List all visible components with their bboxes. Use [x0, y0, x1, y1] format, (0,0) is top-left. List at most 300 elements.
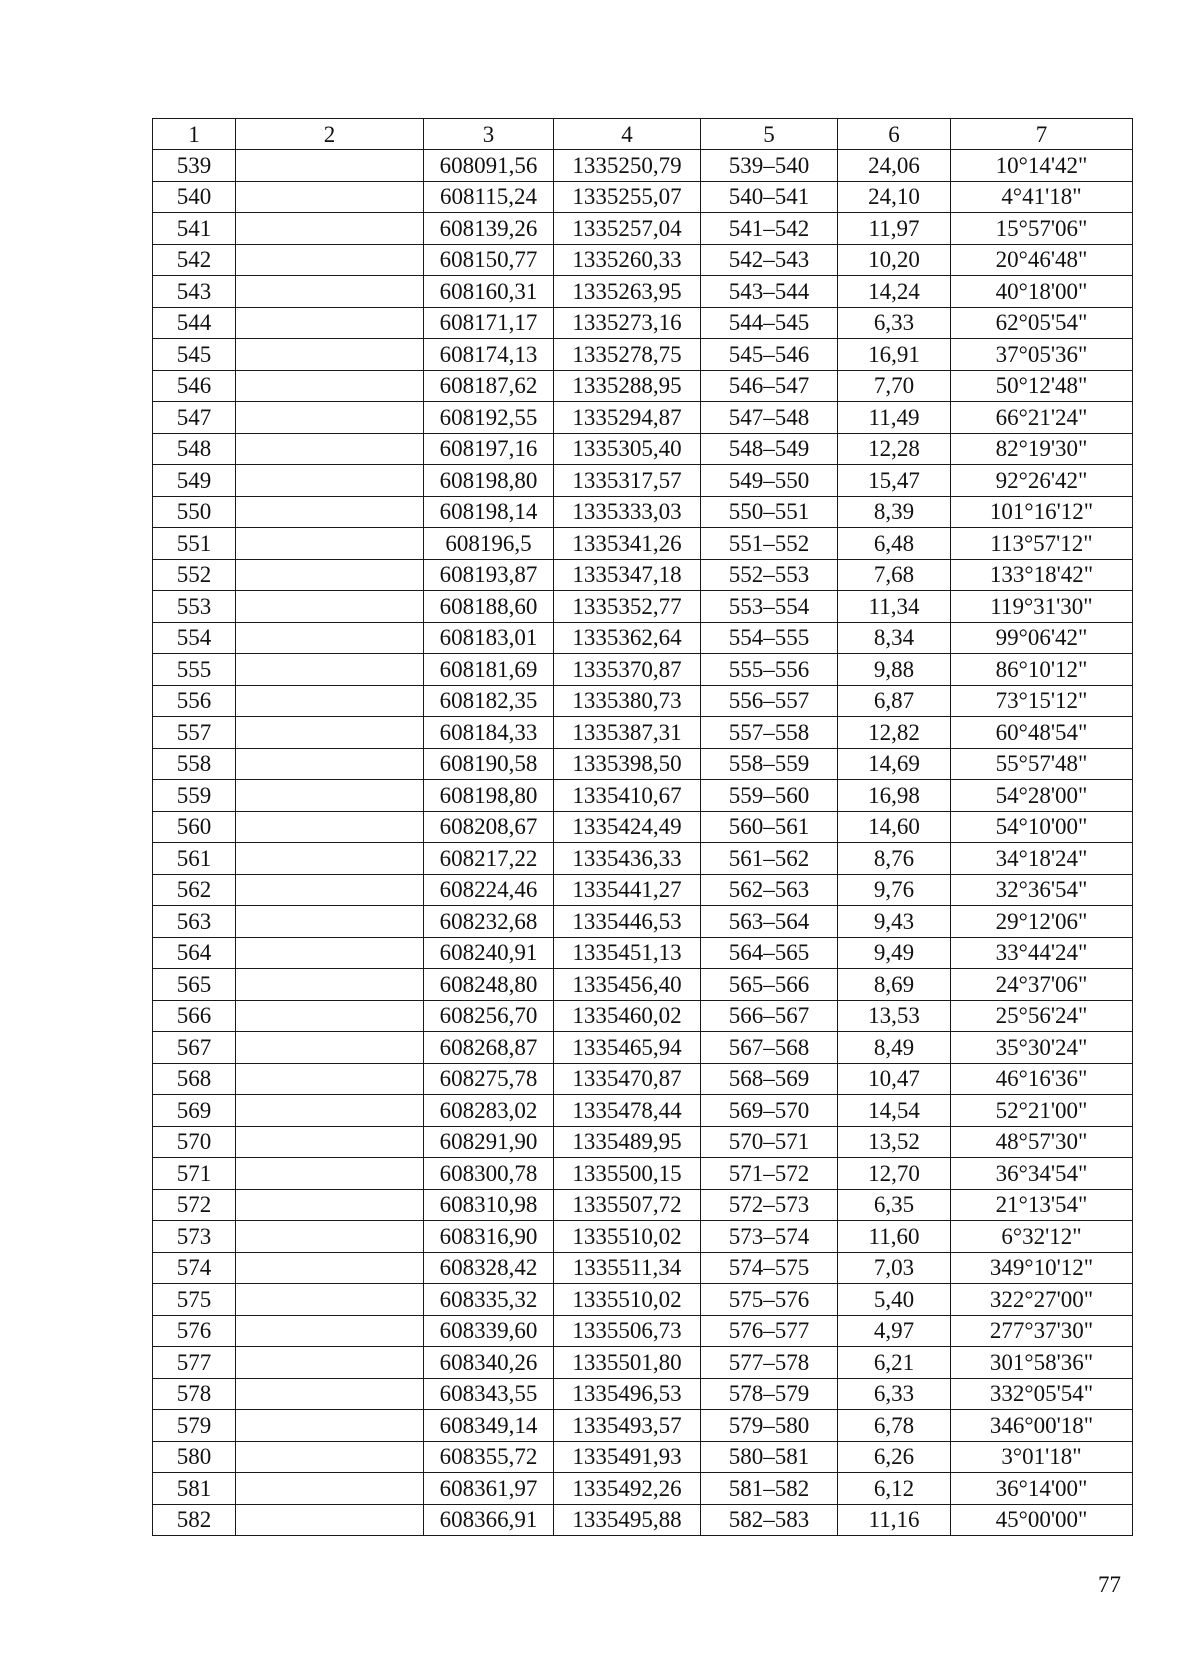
segment-cell: 571–572 — [701, 1158, 838, 1190]
segment-cell: 565–566 — [701, 969, 838, 1001]
table-row — [153, 150, 1133, 182]
segment-cell: 576–577 — [701, 1315, 838, 1347]
table-row — [153, 685, 1133, 717]
point-number-cell: 548 — [153, 433, 236, 465]
point-number-cell: 582 — [153, 1504, 236, 1536]
point-number-cell: 581 — [153, 1473, 236, 1505]
table-row — [153, 780, 1133, 812]
table-row — [153, 307, 1133, 339]
point-number-cell: 571 — [153, 1158, 236, 1190]
point-number-cell: 568 — [153, 1063, 236, 1095]
bearing-cell: 101°16'12" — [951, 496, 1133, 528]
x-coordinate-cell: 608240,91 — [424, 937, 554, 969]
empty-cell — [236, 402, 424, 434]
length-cell: 12,70 — [838, 1158, 951, 1190]
empty-cell — [236, 843, 424, 875]
segment-cell: 555–556 — [701, 654, 838, 686]
length-cell: 11,97 — [838, 213, 951, 245]
point-number-cell: 561 — [153, 843, 236, 875]
length-cell: 14,69 — [838, 748, 951, 780]
length-cell: 4,97 — [838, 1315, 951, 1347]
segment-cell: 574–575 — [701, 1252, 838, 1284]
segment-cell: 542–543 — [701, 244, 838, 276]
length-cell: 6,87 — [838, 685, 951, 717]
y-coordinate-cell: 1335465,94 — [554, 1032, 701, 1064]
segment-cell: 554–555 — [701, 622, 838, 654]
segment-cell: 575–576 — [701, 1284, 838, 1316]
table-row — [153, 496, 1133, 528]
y-coordinate-cell: 1335506,73 — [554, 1315, 701, 1347]
x-coordinate-cell: 608355,72 — [424, 1441, 554, 1473]
length-cell: 13,52 — [838, 1126, 951, 1158]
page-number: 77 — [1098, 1572, 1121, 1597]
table-row — [153, 1189, 1133, 1221]
segment-cell: 582–583 — [701, 1504, 838, 1536]
empty-cell — [236, 654, 424, 686]
bearing-cell: 21°13'54" — [951, 1189, 1133, 1221]
y-coordinate-cell: 1335492,26 — [554, 1473, 701, 1505]
bearing-cell: 66°21'24" — [951, 402, 1133, 434]
y-coordinate-cell: 1335317,57 — [554, 465, 701, 497]
segment-cell: 549–550 — [701, 465, 838, 497]
segment-cell: 551–552 — [701, 528, 838, 560]
table-row — [153, 811, 1133, 843]
bearing-cell: 52°21'00" — [951, 1095, 1133, 1127]
bearing-cell: 119°31'30" — [951, 591, 1133, 623]
y-coordinate-cell: 1335380,73 — [554, 685, 701, 717]
x-coordinate-cell: 608091,56 — [424, 150, 554, 182]
segment-cell: 563–564 — [701, 906, 838, 938]
table-row — [153, 843, 1133, 875]
table-row — [153, 276, 1133, 308]
x-coordinate-cell: 608366,91 — [424, 1504, 554, 1536]
x-coordinate-cell: 608193,87 — [424, 559, 554, 591]
segment-cell: 553–554 — [701, 591, 838, 623]
bearing-cell: 40°18'00" — [951, 276, 1133, 308]
column-header: 2 — [236, 119, 424, 150]
empty-cell — [236, 811, 424, 843]
table-row — [153, 181, 1133, 213]
table-row — [153, 339, 1133, 371]
table-header — [153, 119, 1133, 150]
point-number-cell: 578 — [153, 1378, 236, 1410]
y-coordinate-cell: 1335493,57 — [554, 1410, 701, 1442]
y-coordinate-cell: 1335273,16 — [554, 307, 701, 339]
bearing-cell: 6°32'12" — [951, 1221, 1133, 1253]
point-number-cell: 563 — [153, 906, 236, 938]
x-coordinate-cell: 608268,87 — [424, 1032, 554, 1064]
length-cell: 6,33 — [838, 1378, 951, 1410]
point-number-cell: 544 — [153, 307, 236, 339]
table-row — [153, 591, 1133, 623]
x-coordinate-cell: 608256,70 — [424, 1000, 554, 1032]
empty-cell — [236, 1284, 424, 1316]
length-cell: 13,53 — [838, 1000, 951, 1032]
point-number-cell: 562 — [153, 874, 236, 906]
y-coordinate-cell: 1335305,40 — [554, 433, 701, 465]
bearing-cell: 36°34'54" — [951, 1158, 1133, 1190]
point-number-cell: 573 — [153, 1221, 236, 1253]
length-cell: 6,21 — [838, 1347, 951, 1379]
y-coordinate-cell: 1335250,79 — [554, 150, 701, 182]
length-cell: 9,43 — [838, 906, 951, 938]
segment-cell: 539–540 — [701, 150, 838, 182]
table-row — [153, 402, 1133, 434]
empty-cell — [236, 465, 424, 497]
table-row — [153, 559, 1133, 591]
x-coordinate-cell: 608181,69 — [424, 654, 554, 686]
y-coordinate-cell: 1335260,33 — [554, 244, 701, 276]
empty-cell — [236, 685, 424, 717]
length-cell: 11,49 — [838, 402, 951, 434]
y-coordinate-cell: 1335501,80 — [554, 1347, 701, 1379]
empty-cell — [236, 1410, 424, 1442]
segment-cell: 569–570 — [701, 1095, 838, 1127]
point-number-cell: 554 — [153, 622, 236, 654]
y-coordinate-cell: 1335341,26 — [554, 528, 701, 560]
point-number-cell: 560 — [153, 811, 236, 843]
point-number-cell: 565 — [153, 969, 236, 1001]
point-number-cell: 550 — [153, 496, 236, 528]
empty-cell — [236, 874, 424, 906]
empty-cell — [236, 1347, 424, 1379]
point-number-cell: 552 — [153, 559, 236, 591]
x-coordinate-cell: 608339,60 — [424, 1315, 554, 1347]
bearing-cell: 86°10'12" — [951, 654, 1133, 686]
empty-cell — [236, 496, 424, 528]
bearing-cell: 55°57'48" — [951, 748, 1133, 780]
bearing-cell: 60°48'54" — [951, 717, 1133, 749]
empty-cell — [236, 181, 424, 213]
point-number-cell: 541 — [153, 213, 236, 245]
bearing-cell: 4°41'18" — [951, 181, 1133, 213]
segment-cell: 577–578 — [701, 1347, 838, 1379]
bearing-cell: 346°00'18" — [951, 1410, 1133, 1442]
bearing-cell: 29°12'06" — [951, 906, 1133, 938]
length-cell: 24,06 — [838, 150, 951, 182]
table-row — [153, 1063, 1133, 1095]
bearing-cell: 24°37'06" — [951, 969, 1133, 1001]
y-coordinate-cell: 1335446,53 — [554, 906, 701, 938]
empty-cell — [236, 1221, 424, 1253]
length-cell: 6,35 — [838, 1189, 951, 1221]
empty-cell — [236, 1158, 424, 1190]
y-coordinate-cell: 1335496,53 — [554, 1378, 701, 1410]
empty-cell — [236, 969, 424, 1001]
table-row — [153, 717, 1133, 749]
x-coordinate-cell: 608300,78 — [424, 1158, 554, 1190]
empty-cell — [236, 276, 424, 308]
x-coordinate-cell: 608174,13 — [424, 339, 554, 371]
x-coordinate-cell: 608184,33 — [424, 717, 554, 749]
segment-cell: 567–568 — [701, 1032, 838, 1064]
x-coordinate-cell: 608198,80 — [424, 780, 554, 812]
bearing-cell: 62°05'54" — [951, 307, 1133, 339]
length-cell: 14,54 — [838, 1095, 951, 1127]
point-number-cell: 553 — [153, 591, 236, 623]
x-coordinate-cell: 608335,32 — [424, 1284, 554, 1316]
length-cell: 6,33 — [838, 307, 951, 339]
point-number-cell: 545 — [153, 339, 236, 371]
y-coordinate-cell: 1335347,18 — [554, 559, 701, 591]
x-coordinate-cell: 608196,5 — [424, 528, 554, 560]
bearing-cell: 54°10'00" — [951, 811, 1133, 843]
segment-cell: 557–558 — [701, 717, 838, 749]
length-cell: 11,16 — [838, 1504, 951, 1536]
empty-cell — [236, 1032, 424, 1064]
bearing-cell: 50°12'48" — [951, 370, 1133, 402]
empty-cell — [236, 591, 424, 623]
segment-cell: 566–567 — [701, 1000, 838, 1032]
bearing-cell: 113°57'12" — [951, 528, 1133, 560]
y-coordinate-cell: 1335478,44 — [554, 1095, 701, 1127]
bearing-cell: 99°06'42" — [951, 622, 1133, 654]
segment-cell: 560–561 — [701, 811, 838, 843]
table-row — [153, 1095, 1133, 1127]
segment-cell: 541–542 — [701, 213, 838, 245]
table-row — [153, 1284, 1133, 1316]
point-number-cell: 564 — [153, 937, 236, 969]
table-row — [153, 1504, 1133, 1536]
segment-cell: 562–563 — [701, 874, 838, 906]
x-coordinate-cell: 608187,62 — [424, 370, 554, 402]
x-coordinate-cell: 608328,42 — [424, 1252, 554, 1284]
point-number-cell: 572 — [153, 1189, 236, 1221]
length-cell: 9,76 — [838, 874, 951, 906]
bearing-cell: 37°05'36" — [951, 339, 1133, 371]
y-coordinate-cell: 1335398,50 — [554, 748, 701, 780]
length-cell: 8,34 — [838, 622, 951, 654]
point-number-cell: 566 — [153, 1000, 236, 1032]
x-coordinate-cell: 608183,01 — [424, 622, 554, 654]
point-number-cell: 556 — [153, 685, 236, 717]
coordinates-table — [152, 118, 1133, 1536]
x-coordinate-cell: 608224,46 — [424, 874, 554, 906]
segment-cell: 556–557 — [701, 685, 838, 717]
x-coordinate-cell: 608139,26 — [424, 213, 554, 245]
y-coordinate-cell: 1335387,31 — [554, 717, 701, 749]
table-row — [153, 370, 1133, 402]
empty-cell — [236, 433, 424, 465]
table-row — [153, 1378, 1133, 1410]
y-coordinate-cell: 1335460,02 — [554, 1000, 701, 1032]
table-row — [153, 1158, 1133, 1190]
table-row — [153, 1315, 1133, 1347]
segment-cell: 581–582 — [701, 1473, 838, 1505]
empty-cell — [236, 1315, 424, 1347]
table-row — [153, 1347, 1133, 1379]
point-number-cell: 546 — [153, 370, 236, 402]
bearing-cell: 35°30'24" — [951, 1032, 1133, 1064]
bearing-cell: 301°58'36" — [951, 1347, 1133, 1379]
bearing-cell: 33°44'24" — [951, 937, 1133, 969]
table-row — [153, 654, 1133, 686]
empty-cell — [236, 717, 424, 749]
length-cell: 12,28 — [838, 433, 951, 465]
y-coordinate-cell: 1335370,87 — [554, 654, 701, 686]
bearing-cell: 82°19'30" — [951, 433, 1133, 465]
empty-cell — [236, 307, 424, 339]
bearing-cell: 48°57'30" — [951, 1126, 1133, 1158]
segment-cell: 550–551 — [701, 496, 838, 528]
empty-cell — [236, 339, 424, 371]
point-number-cell: 540 — [153, 181, 236, 213]
x-coordinate-cell: 608188,60 — [424, 591, 554, 623]
x-coordinate-cell: 608291,90 — [424, 1126, 554, 1158]
y-coordinate-cell: 1335489,95 — [554, 1126, 701, 1158]
bearing-cell: 73°15'12" — [951, 685, 1133, 717]
header-row — [153, 119, 1133, 150]
table-row — [153, 906, 1133, 938]
table-row — [153, 244, 1133, 276]
y-coordinate-cell: 1335451,13 — [554, 937, 701, 969]
bearing-cell: 45°00'00" — [951, 1504, 1133, 1536]
table-row — [153, 465, 1133, 497]
segment-cell: 564–565 — [701, 937, 838, 969]
table-row — [153, 969, 1133, 1001]
point-number-cell: 576 — [153, 1315, 236, 1347]
point-number-cell: 580 — [153, 1441, 236, 1473]
x-coordinate-cell: 608361,97 — [424, 1473, 554, 1505]
segment-cell: 579–580 — [701, 1410, 838, 1442]
y-coordinate-cell: 1335255,07 — [554, 181, 701, 213]
x-coordinate-cell: 608310,98 — [424, 1189, 554, 1221]
x-coordinate-cell: 608275,78 — [424, 1063, 554, 1095]
segment-cell: 548–549 — [701, 433, 838, 465]
y-coordinate-cell: 1335500,15 — [554, 1158, 701, 1190]
point-number-cell: 551 — [153, 528, 236, 560]
point-number-cell: 539 — [153, 150, 236, 182]
segment-cell: 552–553 — [701, 559, 838, 591]
x-coordinate-cell: 608171,17 — [424, 307, 554, 339]
table-row — [153, 1441, 1133, 1473]
bearing-cell: 277°37'30" — [951, 1315, 1133, 1347]
x-coordinate-cell: 608349,14 — [424, 1410, 554, 1442]
segment-cell: 540–541 — [701, 181, 838, 213]
y-coordinate-cell: 1335456,40 — [554, 969, 701, 1001]
x-coordinate-cell: 608197,16 — [424, 433, 554, 465]
point-number-cell: 559 — [153, 780, 236, 812]
y-coordinate-cell: 1335510,02 — [554, 1221, 701, 1253]
empty-cell — [236, 559, 424, 591]
empty-cell — [236, 244, 424, 276]
point-number-cell: 557 — [153, 717, 236, 749]
x-coordinate-cell: 608160,31 — [424, 276, 554, 308]
empty-cell — [236, 150, 424, 182]
point-number-cell: 570 — [153, 1126, 236, 1158]
point-number-cell: 577 — [153, 1347, 236, 1379]
point-number-cell: 547 — [153, 402, 236, 434]
empty-cell — [236, 213, 424, 245]
column-header: 1 — [153, 119, 236, 150]
empty-cell — [236, 1378, 424, 1410]
empty-cell — [236, 748, 424, 780]
y-coordinate-cell: 1335352,77 — [554, 591, 701, 623]
table-row — [153, 1032, 1133, 1064]
segment-cell: 545–546 — [701, 339, 838, 371]
segment-cell: 546–547 — [701, 370, 838, 402]
point-number-cell: 558 — [153, 748, 236, 780]
length-cell: 10,20 — [838, 244, 951, 276]
point-number-cell: 579 — [153, 1410, 236, 1442]
empty-cell — [236, 780, 424, 812]
x-coordinate-cell: 608343,55 — [424, 1378, 554, 1410]
x-coordinate-cell: 608283,02 — [424, 1095, 554, 1127]
empty-cell — [236, 1000, 424, 1032]
bearing-cell: 36°14'00" — [951, 1473, 1133, 1505]
bearing-cell: 322°27'00" — [951, 1284, 1133, 1316]
table-row — [153, 1473, 1133, 1505]
length-cell: 7,03 — [838, 1252, 951, 1284]
length-cell: 7,68 — [838, 559, 951, 591]
segment-cell: 547–548 — [701, 402, 838, 434]
empty-cell — [236, 1063, 424, 1095]
table-row — [153, 528, 1133, 560]
table-row — [153, 1221, 1133, 1253]
point-number-cell: 555 — [153, 654, 236, 686]
length-cell: 6,48 — [838, 528, 951, 560]
segment-cell: 559–560 — [701, 780, 838, 812]
y-coordinate-cell: 1335495,88 — [554, 1504, 701, 1536]
x-coordinate-cell: 608190,58 — [424, 748, 554, 780]
empty-cell — [236, 1126, 424, 1158]
bearing-cell: 34°18'24" — [951, 843, 1133, 875]
length-cell: 11,34 — [838, 591, 951, 623]
length-cell: 9,49 — [838, 937, 951, 969]
table-row — [153, 433, 1133, 465]
y-coordinate-cell: 1335278,75 — [554, 339, 701, 371]
bearing-cell: 92°26'42" — [951, 465, 1133, 497]
segment-cell: 580–581 — [701, 1441, 838, 1473]
length-cell: 6,12 — [838, 1473, 951, 1505]
x-coordinate-cell: 608340,26 — [424, 1347, 554, 1379]
table-body — [153, 150, 1133, 1536]
x-coordinate-cell: 608150,77 — [424, 244, 554, 276]
length-cell: 9,88 — [838, 654, 951, 686]
y-coordinate-cell: 1335424,49 — [554, 811, 701, 843]
column-header: 7 — [951, 119, 1133, 150]
bearing-cell: 133°18'42" — [951, 559, 1133, 591]
length-cell: 8,39 — [838, 496, 951, 528]
y-coordinate-cell: 1335257,04 — [554, 213, 701, 245]
length-cell: 15,47 — [838, 465, 951, 497]
table-row — [153, 1000, 1133, 1032]
x-coordinate-cell: 608208,67 — [424, 811, 554, 843]
segment-cell: 543–544 — [701, 276, 838, 308]
y-coordinate-cell: 1335441,27 — [554, 874, 701, 906]
empty-cell — [236, 1252, 424, 1284]
segment-cell: 558–559 — [701, 748, 838, 780]
length-cell: 8,69 — [838, 969, 951, 1001]
bearing-cell: 332°05'54" — [951, 1378, 1133, 1410]
point-number-cell: 575 — [153, 1284, 236, 1316]
table-row — [153, 748, 1133, 780]
table-row — [153, 213, 1133, 245]
y-coordinate-cell: 1335263,95 — [554, 276, 701, 308]
y-coordinate-cell: 1335510,02 — [554, 1284, 701, 1316]
point-number-cell: 569 — [153, 1095, 236, 1127]
empty-cell — [236, 937, 424, 969]
bearing-cell: 15°57'06" — [951, 213, 1133, 245]
x-coordinate-cell: 608232,68 — [424, 906, 554, 938]
empty-cell — [236, 528, 424, 560]
segment-cell: 572–573 — [701, 1189, 838, 1221]
table-row — [153, 1410, 1133, 1442]
point-number-cell: 567 — [153, 1032, 236, 1064]
length-cell: 6,26 — [838, 1441, 951, 1473]
bearing-cell: 10°14'42" — [951, 150, 1133, 182]
segment-cell: 561–562 — [701, 843, 838, 875]
